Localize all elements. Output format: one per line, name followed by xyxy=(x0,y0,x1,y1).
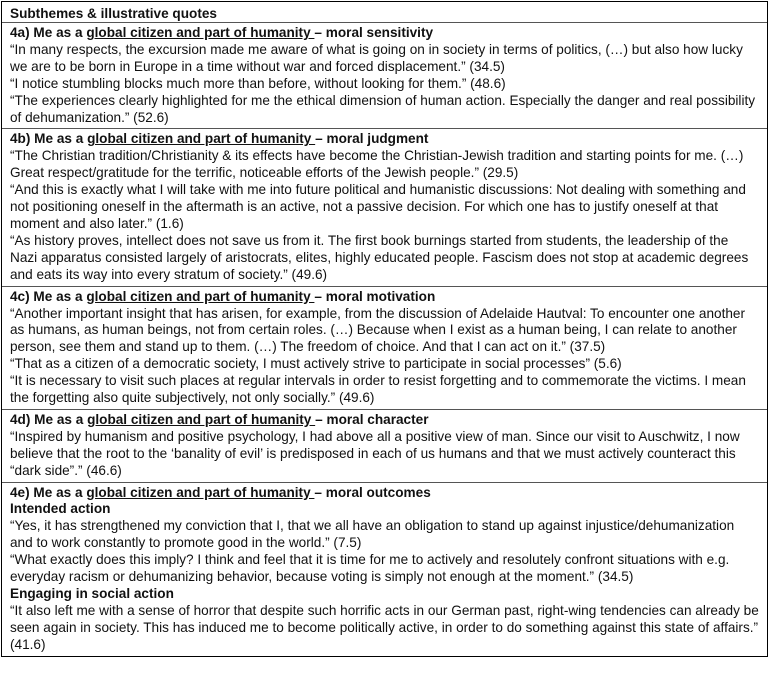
section-underlined-theme: global citizen and part of humanity xyxy=(86,25,315,40)
section-title xyxy=(10,25,759,42)
quote-ref: (48.6) xyxy=(466,75,506,91)
section-title xyxy=(10,131,759,148)
section-underlined-theme: global citizen and part of humanity xyxy=(86,288,315,304)
section-subtheme: – moral motivation xyxy=(314,288,436,304)
quote-text: “The experiences clearly highlighted for me the ethical dimension of human action. Especially the danger and real possibility of dehumanization.” xyxy=(10,92,756,125)
quote-ref: (41.6) xyxy=(10,636,46,652)
quote-text: “It also left me with a sense of horror that despite such horrific acts in our German past, right-wing tendencies can already be seen again in society. This has induced me to become politically active, in order to do something against this state of affairs.” xyxy=(10,602,759,635)
section-underlined-theme: global citizen and part of humanity xyxy=(86,484,315,500)
quote xyxy=(10,93,759,127)
section-subtheme: – moral judgment xyxy=(315,131,429,147)
quote xyxy=(10,306,759,357)
section-4d xyxy=(2,410,767,483)
subgroup-label: Intended action xyxy=(10,501,111,517)
section-code: 4e) Me as a xyxy=(10,484,87,500)
quote-text: “The Christian tradition/Christianity & its effects have become the Christian-Jewish tradition and starting points for me. (…) Great respect/gratitude for the terrific, noticeable efforts of the Jewish people.” xyxy=(10,148,744,181)
section-underlined-theme: global citizen and part of humanity xyxy=(87,131,316,147)
quote xyxy=(10,518,759,552)
table-header: Subthemes & illustrative quotes xyxy=(2,2,767,23)
subgroup-label: Engaging in social action xyxy=(10,586,174,601)
section-subtheme: – moral character xyxy=(315,411,429,427)
quote-ref: (52.6) xyxy=(129,109,169,125)
section-4a xyxy=(2,23,767,129)
quote-text: “And this is exactly what I will take with me into future political and humanistic discussions: Not dealing with something and not positioning oneself in the aftermath is an active, not a passive decision. For which one has to justify oneself at that moment and also later.” xyxy=(10,182,746,231)
quote-text: “I notice stumbling blocks much more than before, without looking for them.” xyxy=(10,75,467,91)
section-underlined-theme: global citizen and part of humanity xyxy=(87,411,316,427)
quote-text: “Another important insight that has arisen, for example, from the discussion of Adelaide Hautval: To encounter one another as humans, as human beings, not from certain roles. (…) Because when I exist as a human being, I can relate to another person, see them and stand up to them. (…) The freedom of choice. And that I can act on it.” xyxy=(10,305,745,355)
quote xyxy=(10,429,759,480)
quote-text: “That as a citizen of a democratic society, I must actively strive to participate in social processes” xyxy=(10,356,590,372)
quote-ref: (1.6) xyxy=(152,215,184,231)
quote xyxy=(10,42,759,76)
quote-ref: (5.6) xyxy=(589,356,622,372)
quote-ref: (37.5) xyxy=(565,339,606,355)
quote xyxy=(10,356,759,373)
section-4e xyxy=(2,483,767,656)
quote-ref: (34.5) xyxy=(594,569,634,585)
quote-text: “In many respects, the excursion made me aware of what is going on in society in terms of politics, (…) but also how lucky we are to be born in Europe in a time without war and forced displacement.” xyxy=(10,41,743,74)
quote-text: “What exactly does this imply? I think and feel that it is time for me to actively and resolutely confront situations with e.g. everyday racism or dehumanizing behavior, because voting is simply not enough at the moment.” xyxy=(10,552,730,585)
quote xyxy=(10,373,759,407)
section-4c xyxy=(2,287,767,410)
quote-ref: (29.5) xyxy=(478,165,519,181)
section-subtheme: – moral outcomes xyxy=(314,484,431,500)
section-code: 4c) Me as a xyxy=(10,288,87,304)
quote-text: “Inspired by humanism and positive psychology, I had above all a positive view of man. Since our visit to Auschwitz, I now believe that the root to the ‘banality of evil’ is predisposed in each of us humans and that we must actively counteract this “dark side”.” xyxy=(10,428,740,478)
quote-ref: (7.5) xyxy=(329,535,362,551)
quote-ref: (34.5) xyxy=(465,58,505,74)
subthemes-table xyxy=(1,1,768,657)
quote xyxy=(10,603,759,654)
section-code: 4d) Me as a xyxy=(10,411,88,427)
section-title xyxy=(10,289,759,306)
section-subtheme: – moral sensitivity xyxy=(314,25,434,40)
quote-ref: (46.6) xyxy=(82,462,122,478)
section-4b xyxy=(2,129,767,286)
quote xyxy=(10,233,759,284)
section-title xyxy=(10,412,759,429)
quote-ref: (49.6) xyxy=(287,266,328,282)
quote-ref: (49.6) xyxy=(335,390,375,406)
quote-text: “Yes, it has strengthened my conviction that I, that we all have an obligation to stand up against injustice/dehumanization and to work constantly to promote good in the world.” xyxy=(10,518,735,551)
quote-text: “It is necessary to visit such places at regular intervals in order to resist forgetting and to commemorate the victims. I mean the forgetting also quite subjectively, not only socially.” xyxy=(10,373,746,406)
section-code: 4b) Me as a xyxy=(10,131,88,147)
section-code: 4a) Me as a xyxy=(10,25,87,40)
quote-text: “As history proves, intellect does not save us from it. The first book burnings started from students, the leadership of the Nazi apparatus consisted largely of aristocrats, elites, highly educated people. Fascism does not stop at academic degrees and eats its way into every stratum of society.” xyxy=(10,232,749,282)
quote xyxy=(10,552,759,586)
quote xyxy=(10,148,759,182)
section-title xyxy=(10,485,759,502)
quote xyxy=(10,76,759,93)
quote xyxy=(10,182,759,233)
